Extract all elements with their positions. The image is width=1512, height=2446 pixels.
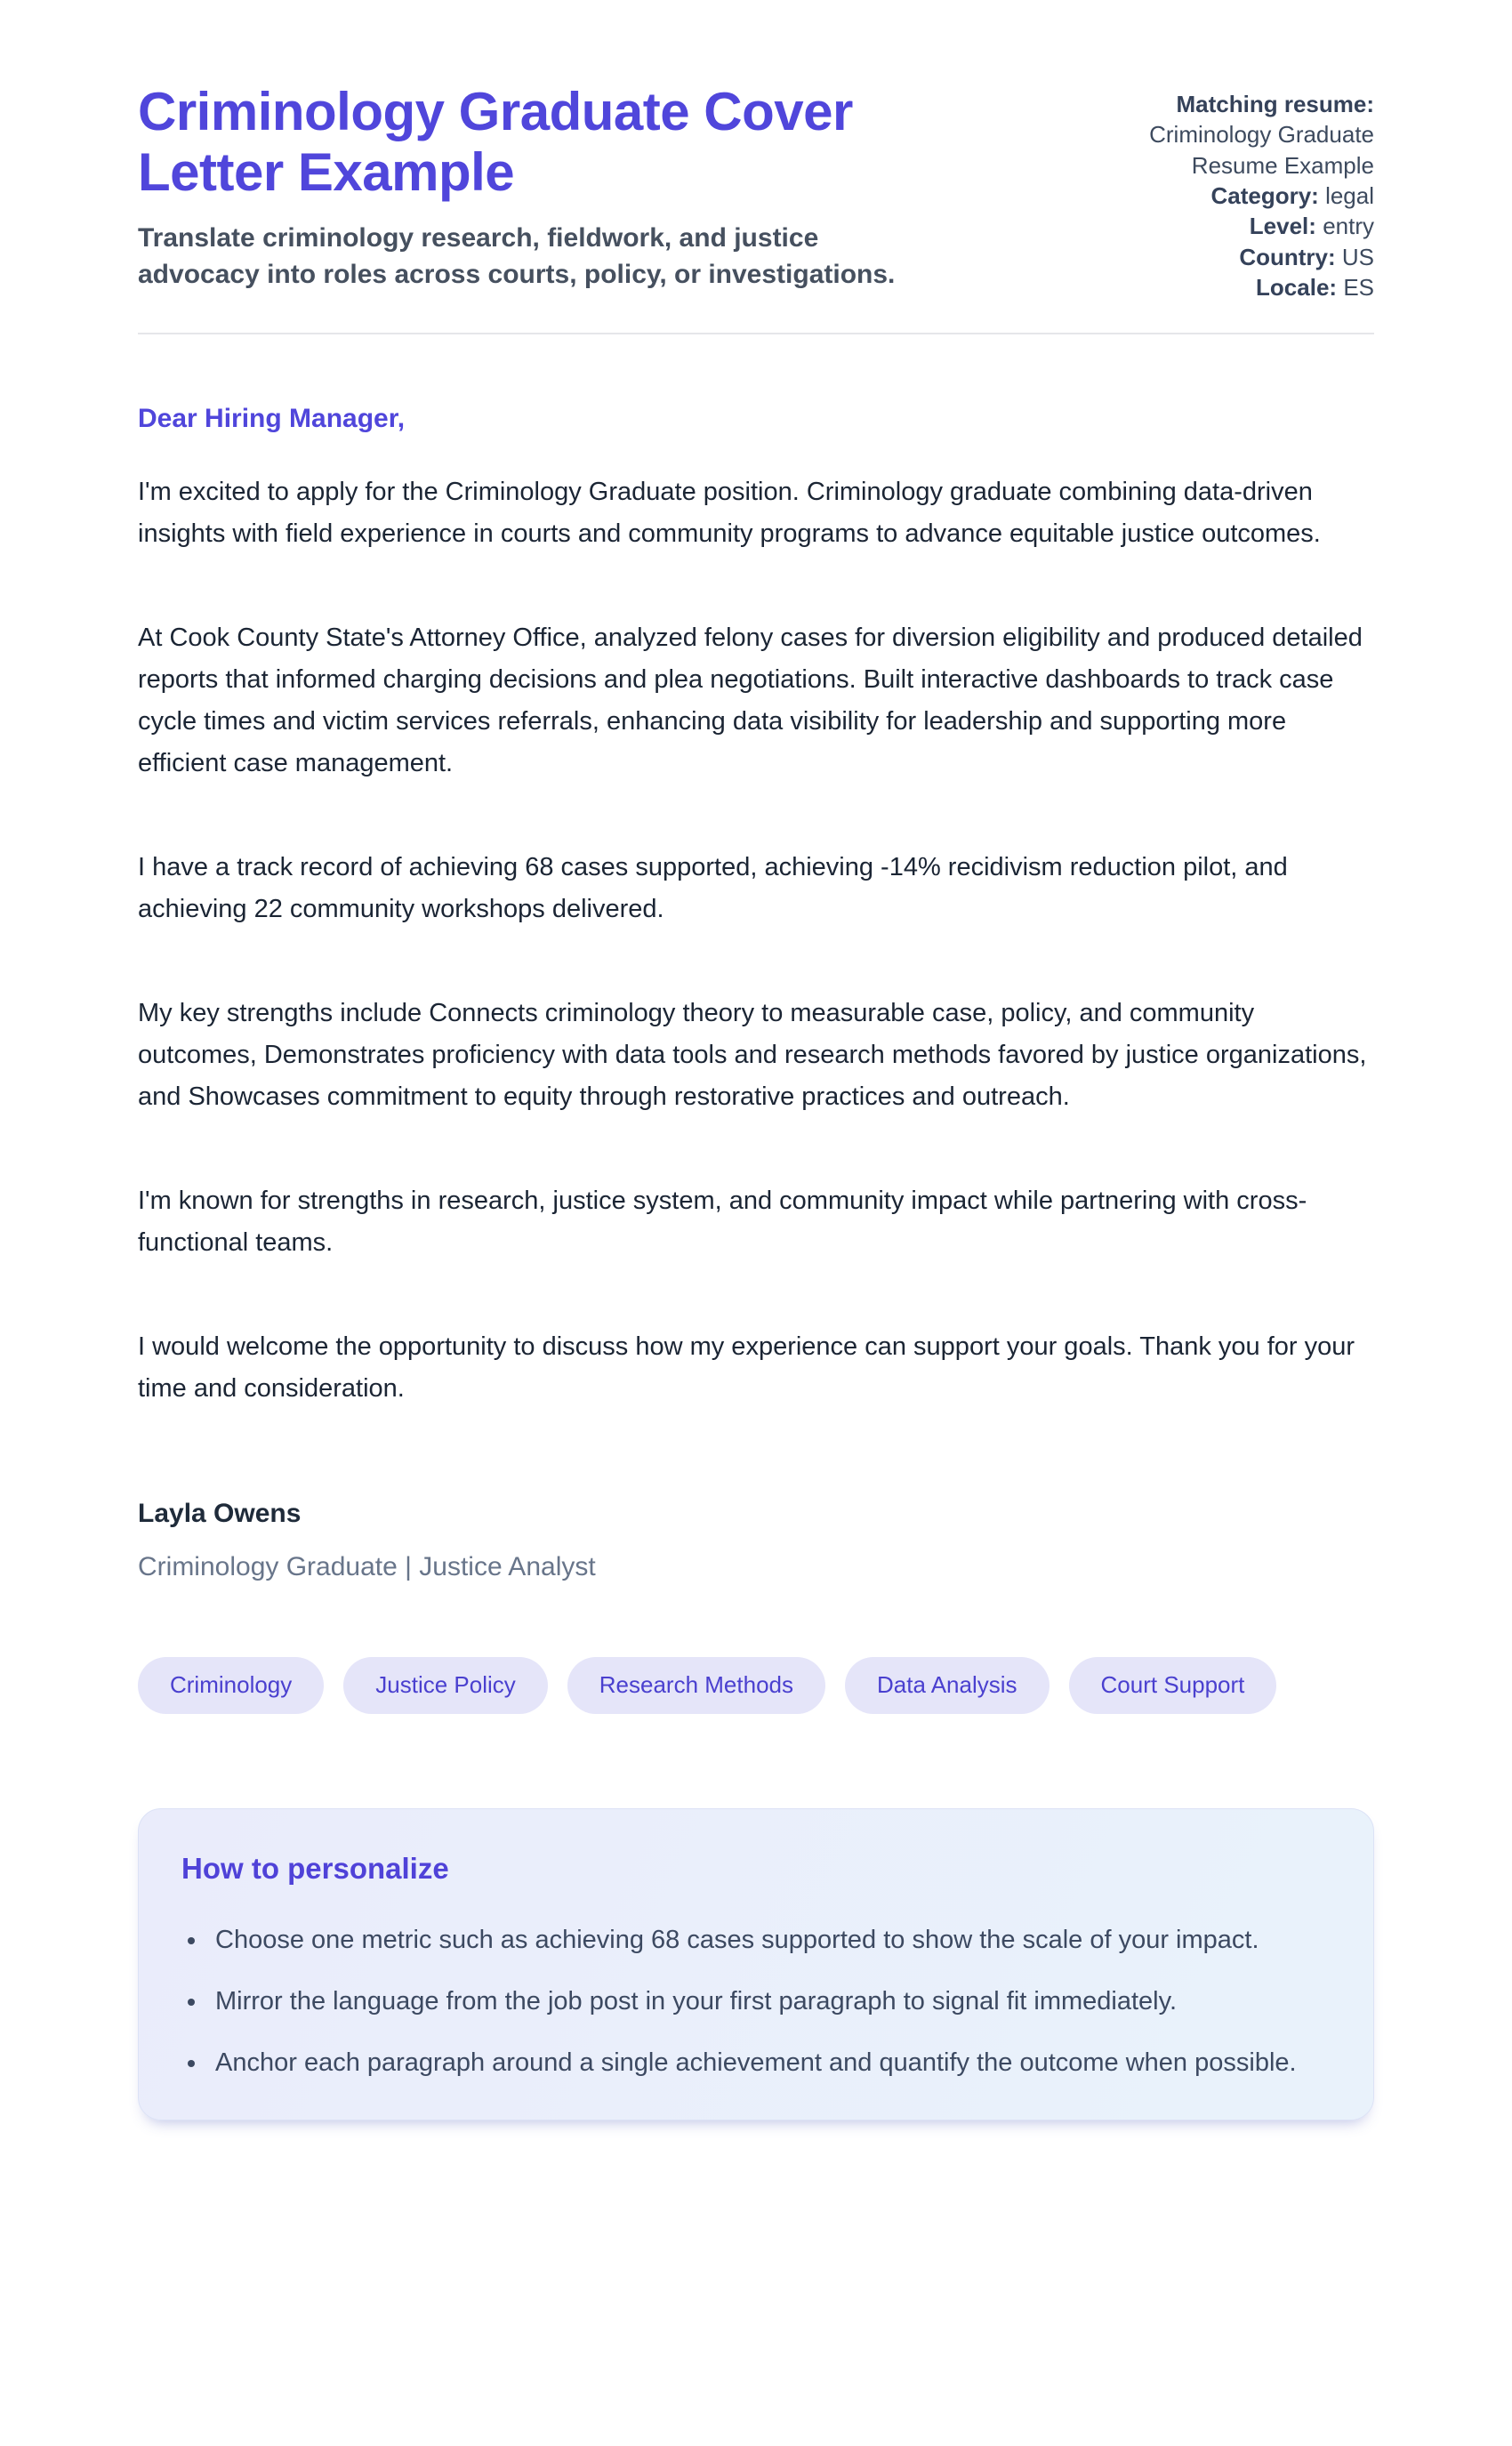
meta-country-label: Country: (1239, 243, 1336, 270)
letter-paragraph: I have a track record of achieving 68 cases supported, achieving -14% recidivism reduction pilot, and achieving 22 community workshops delivered. (138, 853, 1288, 923)
meta-matching-resume-label: Matching resume: (1176, 91, 1374, 117)
header-title-block (138, 82, 1018, 293)
meta-country (1094, 242, 1374, 272)
header (138, 82, 1374, 302)
letter-paragraph: My key strengths include Connects criminology theory to measurable case, policy, and community outcomes, Demonstrates proficiency with data tools and research methods favored by justice organizations, and Showcases commitment to equity through restorative practices and outreach. (138, 998, 1367, 1111)
tag-chip-criminology[interactable]: Criminology (138, 1657, 324, 1714)
page-title: Criminology Graduate Cover Letter Example (138, 82, 853, 203)
letter-paragraph: I'm known for strengths in research, justice system, and community impact while partnering with cross-functional teams. (138, 1186, 1307, 1257)
signature-name: Layla Owens (138, 1498, 302, 1528)
meta-category-label: Category: (1210, 181, 1319, 209)
tips-title: How to personalize (181, 1851, 449, 1885)
meta-country-value: US (1341, 243, 1374, 270)
meta-locale-value: ES (1343, 273, 1374, 301)
page-subtitle: Translate criminology research, fieldwork, and justice advocacy into roles across courts, policy, or investigations. (138, 222, 896, 289)
tag-chip-justice-policy[interactable]: Justice Policy (343, 1657, 548, 1714)
tag-chip-research-methods[interactable]: Research Methods (567, 1657, 825, 1714)
signature-title: Criminology Graduate | Justice Analyst (138, 1551, 596, 1581)
header-divider (138, 333, 1374, 334)
meta-locale (1094, 272, 1374, 302)
tips-list (181, 1919, 1331, 2084)
resume-meta-block (1094, 82, 1374, 302)
meta-locale-label: Locale: (1256, 273, 1338, 301)
meta-level-label: Level: (1249, 213, 1316, 240)
letter-paragraph: I'm excited to apply for the Criminology Graduate position. Criminology graduate combining data-driven insights with field experience in courts and community programs to advance equitable justice outcomes. (138, 478, 1321, 549)
meta-category (1094, 181, 1374, 211)
letter-paragraph: I would welcome the opportunity to discuss how my experience can support your goals. Thank you for your time and consideration. (138, 1332, 1355, 1403)
meta-matching-resume (1094, 89, 1374, 181)
tips-item: • Anchor each paragraph around a single achievement and quantify the outcome when possible. (208, 2042, 1331, 2084)
meta-level-value: entry (1323, 213, 1374, 240)
letter-body (138, 404, 1374, 1582)
tag-list (138, 1657, 1374, 1714)
meta-category-value: legal (1325, 181, 1374, 209)
meta-level (1094, 211, 1374, 241)
tips-item: • Mirror the language from the job post in your first paragraph to signal fit immediately. (208, 1981, 1331, 2023)
salutation: Dear Hiring Manager, (138, 404, 406, 434)
letter-paragraph: At Cook County State's Attorney Office, analyzed felony cases for diversion eligibility and produced detailed reports that informed charging decisions and plea negotiations. Built interactive dashboards to track case cycle times and victim services referrals, enhancing data visibility for leadership and supporting more efficient case management. (138, 624, 1363, 778)
tag-chip-data-analysis[interactable]: Data Analysis (845, 1657, 1050, 1714)
meta-matching-resume-value: Criminology Graduate Resume Example (1149, 121, 1374, 179)
tag-chip-court-support[interactable]: Court Support (1069, 1657, 1277, 1714)
tips-item: • Choose one metric such as achieving 68 cases supported to show the scale of your impact. (208, 1919, 1331, 1961)
tips-card (138, 1808, 1374, 2120)
